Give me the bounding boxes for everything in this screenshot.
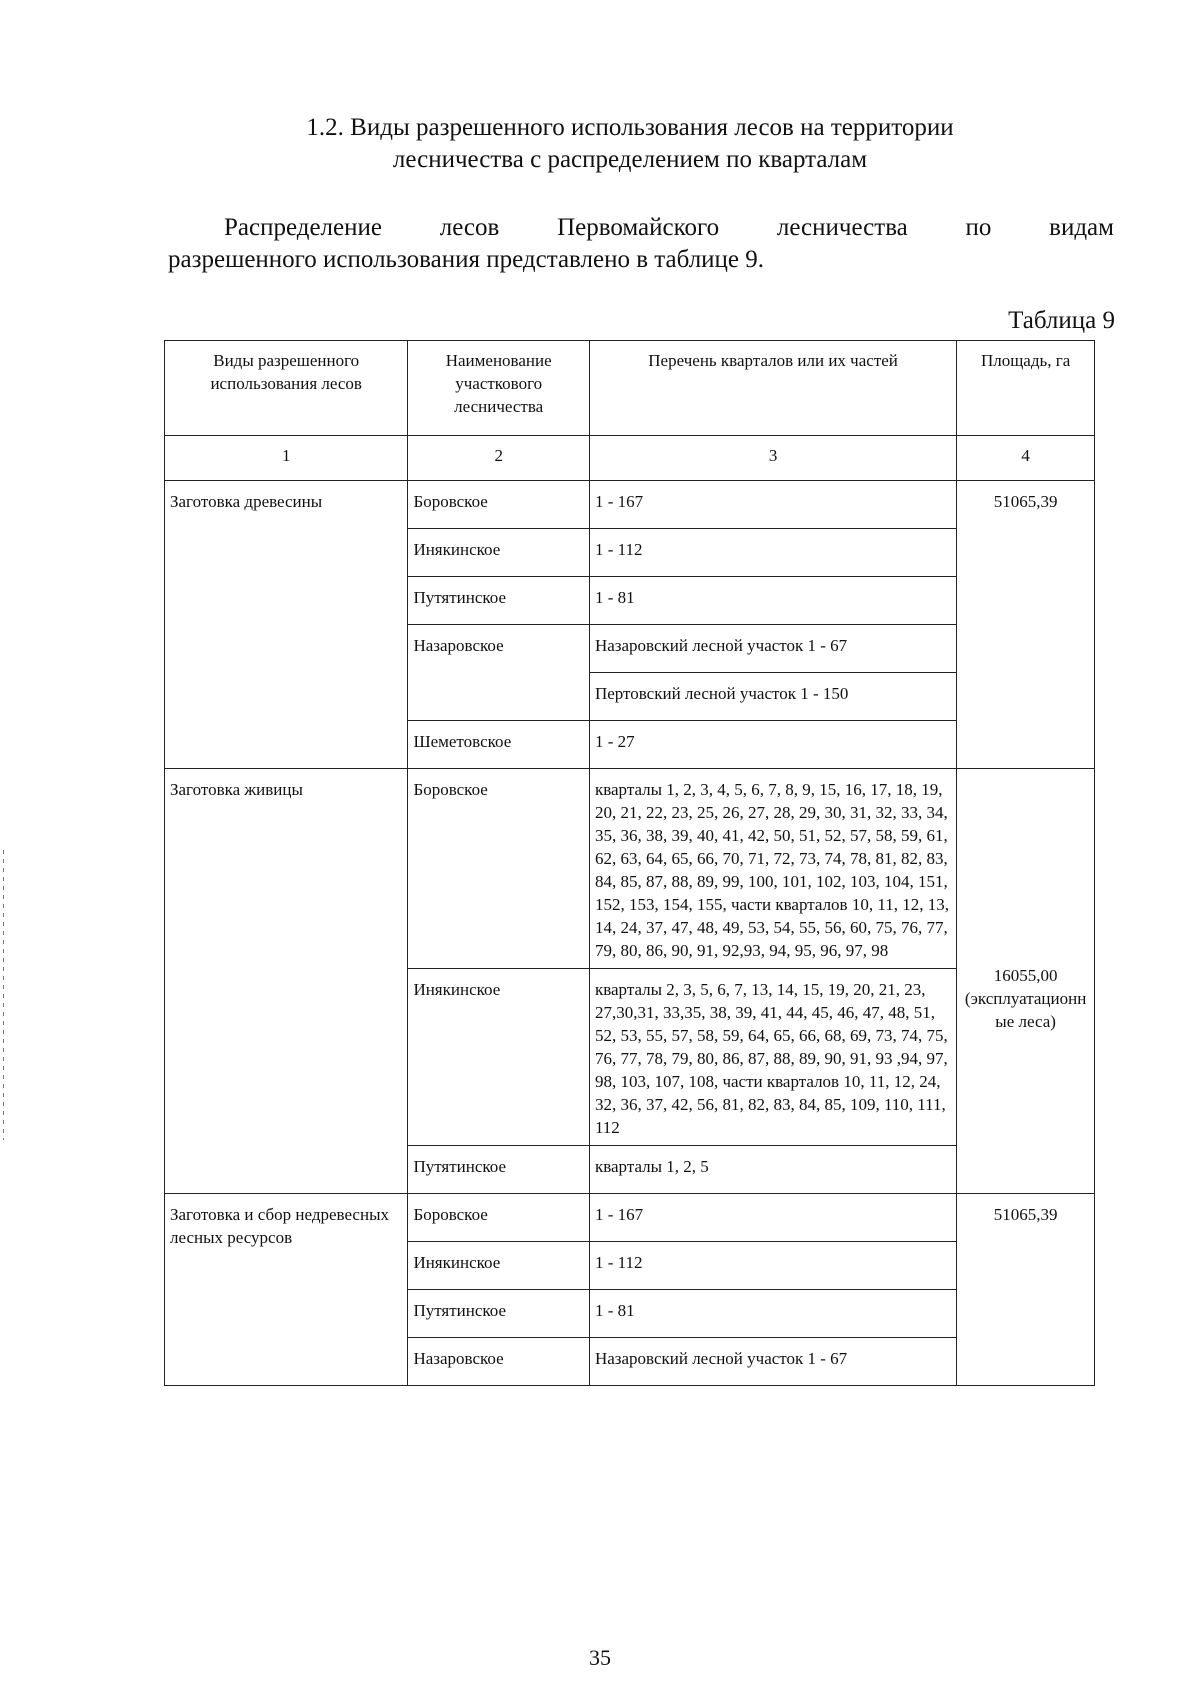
forestry-cell: Назаровское	[408, 625, 590, 721]
forestry-cell: Инякинское	[408, 969, 590, 1146]
forestry-cell: Назаровское	[408, 1338, 590, 1386]
forestry-cell: Шеметовское	[408, 721, 590, 769]
quarters-cell: 1 - 112	[589, 1242, 956, 1290]
use-type-cell: Заготовка древесины	[165, 481, 408, 769]
section-heading	[160, 112, 1100, 176]
table-row	[165, 1194, 1095, 1242]
quarters-cell: 1 - 167	[589, 481, 956, 529]
quarters-cell: Пертовский лесной участок 1 - 150	[589, 673, 956, 721]
quarters-cell: кварталы 1, 2, 3, 4, 5, 6, 7, 8, 9, 15, 16, 17, 18, 19, 20, 21, 22, 23, 25, 26, 27, 28, 29, 30, 31, 32, 33, 34, 35, 36, 38, 39, 40, 41, 42, 50, 51, 52, 57, 58, 59, 61, 62, 63, 64, 65, 66, 70, 71, 72, 73, 74, 78, 81, 82, 83, 84, 85, 87, 88, 89, 99, 100, 101, 102, 103, 104, 151, 152, 153, 154, 155, части кварталов 10, 11, 12, 13, 14, 24, 37, 47, 48, 49, 53, 54, 55, 56, 60, 75, 76, 77, 79, 80, 86, 90, 91, 92,93, 94, 95, 96, 97, 98	[589, 769, 956, 969]
heading-line-2: лесничества с распределением по кварталам	[392, 146, 868, 173]
forestry-cell: Инякинское	[408, 1242, 590, 1290]
column-number: 3	[589, 436, 956, 481]
forestry-cell: Путятинское	[408, 577, 590, 625]
heading-line-1: 1.2. Виды разрешенного использования лесов на территории	[306, 114, 954, 141]
quarters-cell: кварталы 1, 2, 5	[589, 1146, 956, 1194]
quarters-cell: кварталы 2, 3, 5, 6, 7, 13, 14, 15, 19, 20, 21, 23, 27,30,31, 33,35, 38, 39, 41, 44, 45, 46, 47, 48, 51, 52, 53, 55, 57, 58, 59, 64, 65, 66, 68, 69, 73, 74, 75, 76, 77, 78, 79, 80, 86, 87, 88, 89, 90, 91, 93 ,94, 97, 98, 103, 107, 108, части кварталов 10, 11, 12, 24, 32, 36, 37, 42, 56, 81, 82, 83, 84, 85, 109, 110, 111, 112	[589, 969, 956, 1146]
paragraph-word: Первомайского	[557, 214, 720, 241]
header-forestry: Наименование участкового лесничества	[408, 341, 590, 436]
column-numbers-row	[165, 436, 1095, 481]
forestry-cell: Боровское	[408, 481, 590, 529]
use-type-cell: Заготовка живицы	[165, 769, 408, 1194]
header-area: Площадь, га	[957, 341, 1095, 436]
column-number: 1	[165, 436, 408, 481]
area-cell: 51065,39	[957, 1194, 1095, 1386]
table-header-row	[165, 341, 1095, 436]
quarters-cell: 1 - 27	[589, 721, 956, 769]
forest-use-table	[164, 340, 1095, 1386]
use-type-cell: Заготовка и сбор недревесных лесных ресурсов	[165, 1194, 408, 1386]
intro-paragraph	[168, 212, 1114, 276]
paragraph-word: по	[965, 214, 992, 241]
area-cell: 51065,39	[957, 481, 1095, 769]
forestry-cell: Боровское	[408, 769, 590, 969]
header-use-type: Виды разрешенного использования лесов	[165, 341, 408, 436]
column-number: 2	[408, 436, 590, 481]
paragraph-line-1	[168, 212, 1114, 244]
forestry-cell: Путятинское	[408, 1290, 590, 1338]
table-row	[165, 769, 1095, 969]
header-quarters: Перечень кварталов или их частей	[589, 341, 956, 436]
area-cell: 16055,00 (эксплуатационные леса)	[957, 769, 1095, 1194]
quarters-cell: 1 - 167	[589, 1194, 956, 1242]
quarters-cell: 1 - 81	[589, 577, 956, 625]
forestry-cell: Боровское	[408, 1194, 590, 1242]
paragraph-word: Распределение	[224, 214, 382, 241]
column-number: 4	[957, 436, 1095, 481]
paragraph-line-2: разрешенного использования представлено в таблице 9.	[168, 246, 765, 273]
forestry-cell: Путятинское	[408, 1146, 590, 1194]
quarters-cell: Назаровский лесной участок 1 - 67	[589, 625, 956, 673]
quarters-cell: Назаровский лесной участок 1 - 67	[589, 1338, 956, 1386]
forestry-cell: Инякинское	[408, 529, 590, 577]
table-caption: Таблица 9	[1008, 307, 1115, 334]
paragraph-word: лесов	[439, 214, 500, 241]
paragraph-word: лесничества	[776, 214, 908, 241]
quarters-cell: 1 - 81	[589, 1290, 956, 1338]
paragraph-word: видам	[1049, 214, 1114, 241]
page-number: 35	[589, 1645, 611, 1670]
scan-margin-mark	[3, 850, 4, 1140]
table-row	[165, 481, 1095, 529]
quarters-cell: 1 - 112	[589, 529, 956, 577]
